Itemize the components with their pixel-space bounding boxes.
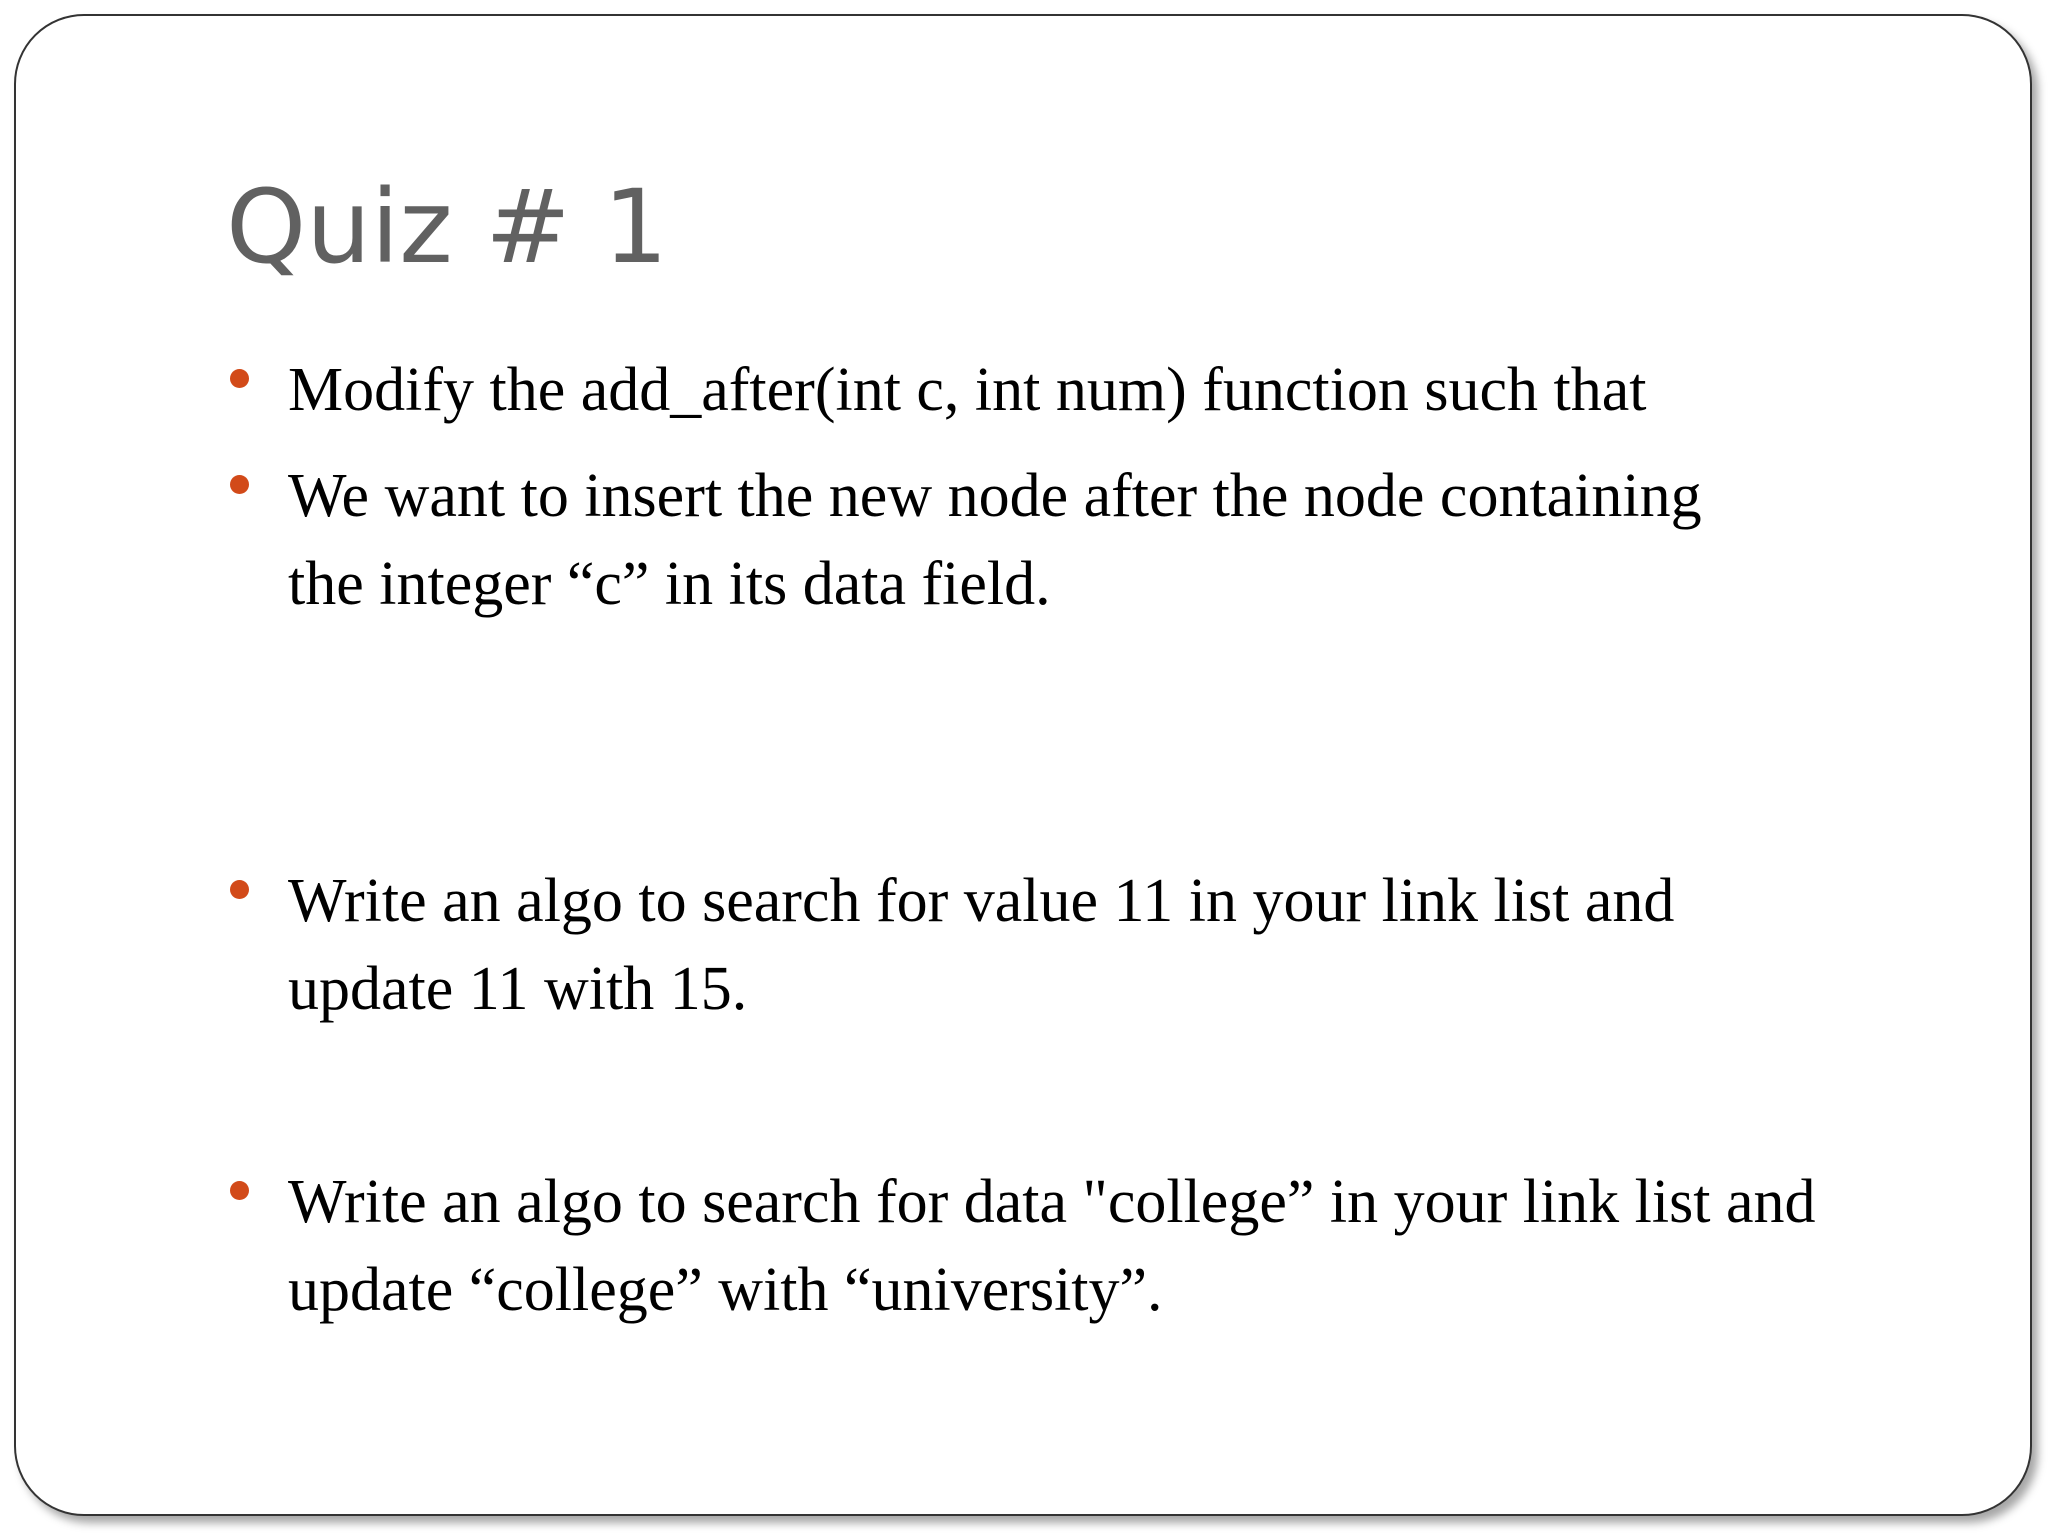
bullet-line: Write an algo to search for data "college” in your link list and	[288, 1168, 1816, 1236]
bullet-line: the integer “c” in its data field.	[288, 550, 1051, 618]
bullet-marker-icon	[230, 369, 249, 388]
bullet-line: We want to insert the new node after the node containing	[288, 462, 1702, 530]
bullet-item-1	[288, 346, 1647, 434]
bullet-item-3	[288, 857, 1674, 1033]
bullet-item-4	[288, 1158, 1816, 1334]
bullet-line: update “college” with “university”.	[288, 1256, 1163, 1324]
bullet-line: Modify the add_after(int c, int num) function such that	[288, 356, 1647, 424]
slide-title: Quiz # 1	[226, 168, 669, 287]
bullet-marker-icon	[230, 475, 249, 494]
bullet-line: Write an algo to search for value 11 in your link list and	[288, 867, 1675, 935]
bullet-line: update 11 with 15.	[288, 955, 748, 1023]
bullet-marker-icon	[230, 1181, 249, 1200]
bullet-marker-icon	[230, 880, 249, 899]
bullet-item-2	[288, 452, 1702, 628]
